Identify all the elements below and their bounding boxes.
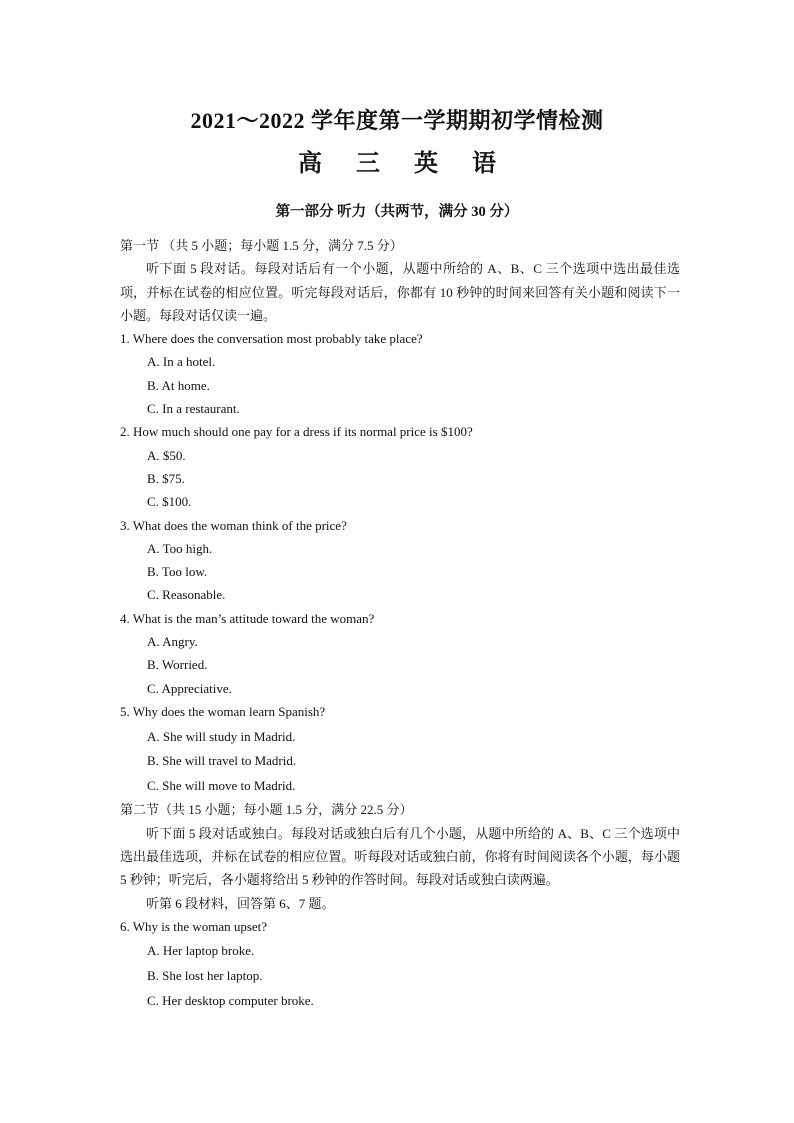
option-c: C. $100. [147,494,192,510]
part-one-heading: 第一部分 听力（共两节，满分 30 分） [275,204,519,220]
exam-subject: 高 三 英 语 [298,151,510,177]
question-stem: 2. How much should one pay for a dress if its normal price is $100? [120,424,473,440]
option-a: A. Too high. [147,540,213,556]
option-c: C. She will move to Madrid. [147,777,296,793]
option-a: A. Her laptop broke. [147,943,255,959]
option-b: B. She will travel to Madrid. [147,753,297,769]
question-4 [120,607,680,700]
question-6 [120,915,680,1013]
option-b: B. $75. [147,470,185,486]
option-c: C. In a restaurant. [147,401,240,417]
option-b: B. Too low. [147,564,208,580]
option-a: A. Angry. [147,634,198,650]
question-1 [120,327,680,420]
section-two-heading: 第二节（共 15 小题；每小题 1.5 分，满分 22.5 分） [120,802,413,818]
option-b: B. Worried. [147,657,208,673]
option-a: A. She will study in Madrid. [147,728,296,744]
section-one-heading: 第一节 （共 5 小题；每小题 1.5 分，满分 7.5 分） [120,238,403,253]
question-2 [120,420,680,513]
option-c: C. Reasonable. [147,587,226,603]
option-b: B. She lost her laptop. [147,967,263,983]
question-stem: 3. What does the woman think of the price? [120,517,347,533]
question-5 [120,700,680,798]
option-c: C. Appreciative. [147,680,232,696]
option-a: A. In a hotel. [147,354,216,370]
option-c: C. Her desktop computer broke. [147,992,314,1008]
question-stem: 6. Why is the woman upset? [120,918,268,934]
option-a: A. $50. [147,447,186,463]
section-one-instructions: 听下面 5 段对话。每段对话后有一个小题，从题中所给的 A、B、C 三个选项中选出最佳选项，并标在试卷的相应位置。听完每段对话后，你都有 10 秒钟的时间来回答有关小题和阅读下一小题。每段对话仅读一遍。 [120,261,680,323]
option-b: B. At home. [147,377,210,393]
material-note: 听第 6 段材料，回答第 6、7 题。 [146,895,335,911]
exam-title: 2021～2022 学年度第一学期期初学情检测 [190,108,604,133]
question-3 [120,514,680,607]
question-stem: 1. Where does the conversation most probably take place? [120,331,423,347]
section-two-instructions: 听下面 5 段对话或独白。每段对话或独白后有几个小题，从题中所给的 A、B、C 三个选项中选出最佳选项，并标在试卷的相应位置。听每段对话或独白前，你将有时间阅读各个小题，每小题 5 秒钟；听完后，各小题将给出 5 秒钟的作答时间。每段对话或独白读两遍。 [120,825,680,888]
question-stem: 4. What is the man’s attitude toward the woman? [120,610,375,626]
question-stem: 5. Why does the woman learn Spanish? [120,703,326,719]
exam-body [120,234,680,1013]
